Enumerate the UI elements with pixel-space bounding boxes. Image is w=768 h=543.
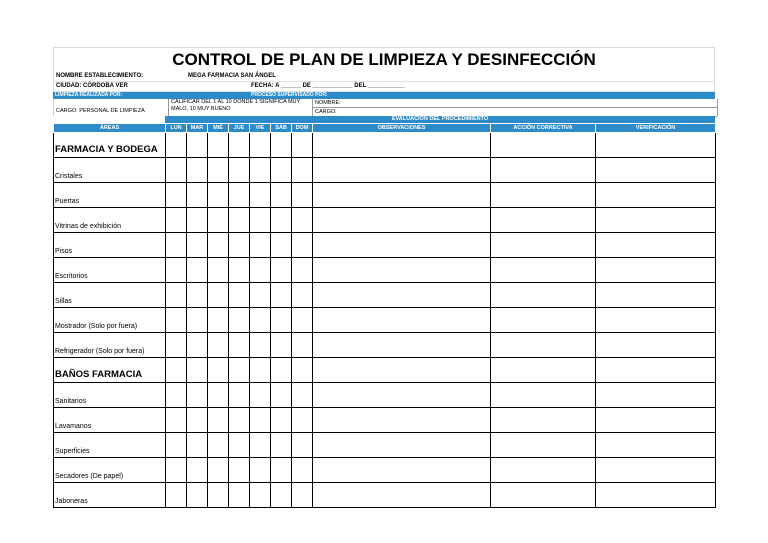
entry-cell[interactable] [313,383,491,408]
day-cell[interactable] [229,158,250,183]
table-row [54,258,716,283]
entry-cell[interactable] [313,308,491,333]
area-label: Sanitarios [54,383,166,408]
day-cell[interactable] [208,283,229,308]
day-cell[interactable] [208,133,229,158]
day-cell[interactable] [250,308,271,333]
col-observaciones: OBSERVACIONES [313,124,491,133]
day-cell[interactable] [292,158,313,183]
entry-cell[interactable] [491,333,596,358]
day-cell[interactable] [208,383,229,408]
day-cell[interactable] [271,308,292,333]
entry-cell[interactable] [313,183,491,208]
day-cell[interactable] [187,408,208,433]
table-row [54,233,716,258]
day-cell[interactable] [292,333,313,358]
day-cell[interactable] [187,433,208,458]
area-label: Escritorios [54,258,166,283]
area-label: Secadores (De papel) [54,458,166,483]
day-cell[interactable] [229,308,250,333]
city-label: CIUDAD: CÓRDOBA VER [56,83,128,89]
day-cell[interactable] [166,433,187,458]
entry-cell[interactable] [596,283,716,308]
day-cell[interactable] [292,233,313,258]
rating-instructions: CALIFICAR DEL 1 AL 10 DONDE 1 SIGNIFICA MUY MALO, 10 MUY BUENO [168,99,308,116]
entry-cell[interactable] [596,158,716,183]
establishment-row [53,72,715,82]
entry-cell[interactable] [596,433,716,458]
day-cell[interactable] [187,258,208,283]
day-cell[interactable] [208,358,229,383]
day-cell[interactable] [166,308,187,333]
day-cell[interactable] [229,233,250,258]
day-cell[interactable] [187,208,208,233]
section-label: FARMACIA Y BODEGA [54,133,166,158]
entry-cell[interactable] [313,483,491,508]
area-label: Mostrador (Solo por fuera) [54,308,166,333]
day-cell[interactable] [166,133,187,158]
day-cell[interactable] [271,233,292,258]
day-cell[interactable] [166,233,187,258]
day-cell[interactable] [250,408,271,433]
day-cell[interactable] [292,383,313,408]
day-cell[interactable] [271,483,292,508]
day-cell[interactable] [187,158,208,183]
day-cell[interactable] [292,408,313,433]
day-cell[interactable] [250,283,271,308]
day-cell[interactable] [271,333,292,358]
day-cell[interactable] [229,433,250,458]
day-cell[interactable] [250,208,271,233]
day-cell[interactable] [292,483,313,508]
day-cell[interactable] [187,233,208,258]
area-label: Refrigerador (Solo por fuera) [54,333,166,358]
day-cell[interactable] [166,158,187,183]
col-day: VIE [250,124,271,133]
day-cell[interactable] [250,358,271,383]
day-cell[interactable] [229,283,250,308]
entry-cell[interactable] [313,358,491,383]
cleaned-by-label: LIMPIEZA REALIZADA POR: [55,92,123,98]
entry-cell[interactable] [313,408,491,433]
col-day: JUE [229,124,250,133]
entry-cell[interactable] [491,158,596,183]
entry-cell[interactable] [596,408,716,433]
table-row [54,208,716,233]
table-row [54,333,716,358]
day-cell[interactable] [229,458,250,483]
entry-cell[interactable] [313,433,491,458]
day-cell[interactable] [250,158,271,183]
table-header-row [54,124,716,133]
entry-cell[interactable] [596,483,716,508]
day-cell[interactable] [250,458,271,483]
entry-cell[interactable] [596,458,716,483]
col-day: MIÉ [208,124,229,133]
entry-cell[interactable] [596,333,716,358]
day-cell[interactable] [250,383,271,408]
day-cell[interactable] [166,333,187,358]
entry-cell[interactable] [313,283,491,308]
area-label: Pisos [54,233,166,258]
day-cell[interactable] [166,458,187,483]
day-cell[interactable] [187,358,208,383]
entry-cell[interactable] [596,258,716,283]
day-cell[interactable] [250,333,271,358]
day-cell[interactable] [208,408,229,433]
day-cell[interactable] [166,183,187,208]
day-cell[interactable] [271,158,292,183]
date-line: FECHA: A ______ DE ____________ DEL ___________ [251,83,405,89]
area-label: Cristales [54,158,166,183]
entry-cell[interactable] [596,383,716,408]
supervised-by-label: PROCESO SUPERVISADO POR: [251,92,328,98]
day-cell[interactable] [187,183,208,208]
table-row [54,308,716,333]
cargo-row [53,99,715,116]
evaluation-title: EVALUACIÓN DEL PROCEDIMIENTO [165,116,715,123]
day-cell[interactable] [166,408,187,433]
entry-cell[interactable] [313,133,491,158]
cleaning-table [53,123,716,508]
entry-cell[interactable] [491,208,596,233]
day-cell[interactable] [166,483,187,508]
page-title: CONTROL DE PLAN DE LIMPIEZA Y DESINFECCIÓN [53,47,715,72]
cleaning-staff-role: CARGO: PERSONAL DE LIMPIEZA [56,108,145,114]
day-cell[interactable] [208,183,229,208]
day-cell[interactable] [250,258,271,283]
entry-cell[interactable] [596,133,716,158]
col-day: MAR [187,124,208,133]
day-cell[interactable] [229,183,250,208]
entry-cell[interactable] [313,458,491,483]
area-label: Lavamanos [54,408,166,433]
day-cell[interactable] [229,358,250,383]
day-cell[interactable] [250,133,271,158]
col-day: LUN [166,124,187,133]
day-cell[interactable] [208,308,229,333]
entry-cell[interactable] [491,258,596,283]
day-cell[interactable] [292,258,313,283]
day-cell[interactable] [292,458,313,483]
entry-cell[interactable] [491,133,596,158]
day-cell[interactable] [208,208,229,233]
day-cell[interactable] [271,383,292,408]
day-cell[interactable] [187,483,208,508]
day-cell[interactable] [271,433,292,458]
header-bar [53,92,715,99]
entry-cell[interactable] [491,183,596,208]
table-row [54,133,716,158]
day-cell[interactable] [292,358,313,383]
day-cell[interactable] [292,433,313,458]
cleaning-control-sheet [53,47,715,508]
day-cell[interactable] [271,358,292,383]
table-row [54,358,716,383]
day-cell[interactable] [229,208,250,233]
day-cell[interactable] [208,458,229,483]
establishment-label: NOMBRE ESTABLECIMIENTO: [56,73,144,79]
day-cell[interactable] [187,308,208,333]
establishment-value: MEGA FARMACIA SAN ÁNGEL [188,73,276,79]
entry-cell[interactable] [596,308,716,333]
day-cell[interactable] [250,233,271,258]
table-row [54,383,716,408]
day-cell[interactable] [166,283,187,308]
supervisor-fields [312,99,718,116]
area-label: Puertas [54,183,166,208]
col-day: SÁB [271,124,292,133]
table-row [54,158,716,183]
day-cell[interactable] [187,133,208,158]
day-cell[interactable] [250,183,271,208]
day-cell[interactable] [271,208,292,233]
area-label: Superficies [54,433,166,458]
city-date-row [53,82,715,92]
day-cell[interactable] [292,133,313,158]
day-cell[interactable] [166,258,187,283]
day-cell[interactable] [292,208,313,233]
entry-cell[interactable] [596,183,716,208]
entry-cell[interactable] [313,208,491,233]
day-cell[interactable] [208,483,229,508]
day-cell[interactable] [250,433,271,458]
entry-cell[interactable] [491,383,596,408]
day-cell[interactable] [229,408,250,433]
area-label: Vitrinas de exhibición [54,208,166,233]
entry-cell[interactable] [491,408,596,433]
col-accion-correctiva: ACCIÓN CORRECTIVA [491,124,596,133]
day-cell[interactable] [229,133,250,158]
section-label: BAÑOS FARMACIA [54,358,166,383]
day-cell[interactable] [271,183,292,208]
day-cell[interactable] [271,133,292,158]
day-cell[interactable] [229,258,250,283]
day-cell[interactable] [208,158,229,183]
day-cell[interactable] [292,183,313,208]
entry-cell[interactable] [596,208,716,233]
day-cell[interactable] [166,383,187,408]
col-areas: ÁREAS [54,124,166,133]
col-verificacion: VERIFICACIÓN [596,124,716,133]
entry-cell[interactable] [491,433,596,458]
area-label: Jaboneras [54,483,166,508]
day-cell[interactable] [187,283,208,308]
table-row [54,483,716,508]
day-cell[interactable] [208,433,229,458]
evaluation-header [53,116,715,123]
entry-cell[interactable] [313,158,491,183]
entry-cell[interactable] [313,233,491,258]
day-cell[interactable] [271,283,292,308]
entry-cell[interactable] [491,308,596,333]
day-cell[interactable] [292,283,313,308]
day-cell[interactable] [271,458,292,483]
day-cell[interactable] [166,208,187,233]
entry-cell[interactable] [491,283,596,308]
day-cell[interactable] [208,333,229,358]
day-cell[interactable] [187,333,208,358]
day-cell[interactable] [229,483,250,508]
table-row [54,183,716,208]
day-cell[interactable] [187,383,208,408]
col-day: DOM [292,124,313,133]
table-row [54,283,716,308]
day-cell[interactable] [229,333,250,358]
day-cell[interactable] [271,258,292,283]
day-cell[interactable] [208,233,229,258]
entry-cell[interactable] [313,258,491,283]
day-cell[interactable] [292,308,313,333]
table-row [54,458,716,483]
supervisor-name-field[interactable]: NOMBRE: [313,99,717,108]
table-row [54,433,716,458]
day-cell[interactable] [166,358,187,383]
day-cell[interactable] [271,408,292,433]
day-cell[interactable] [208,258,229,283]
table-row [54,408,716,433]
day-cell[interactable] [250,483,271,508]
day-cell[interactable] [229,383,250,408]
entry-cell[interactable] [596,233,716,258]
entry-cell[interactable] [491,233,596,258]
entry-cell[interactable] [491,358,596,383]
entry-cell[interactable] [596,358,716,383]
entry-cell[interactable] [491,458,596,483]
day-cell[interactable] [187,458,208,483]
entry-cell[interactable] [313,333,491,358]
area-label: Sillas [54,283,166,308]
entry-cell[interactable] [491,483,596,508]
supervisor-role-field[interactable]: CARGO: [313,108,717,117]
